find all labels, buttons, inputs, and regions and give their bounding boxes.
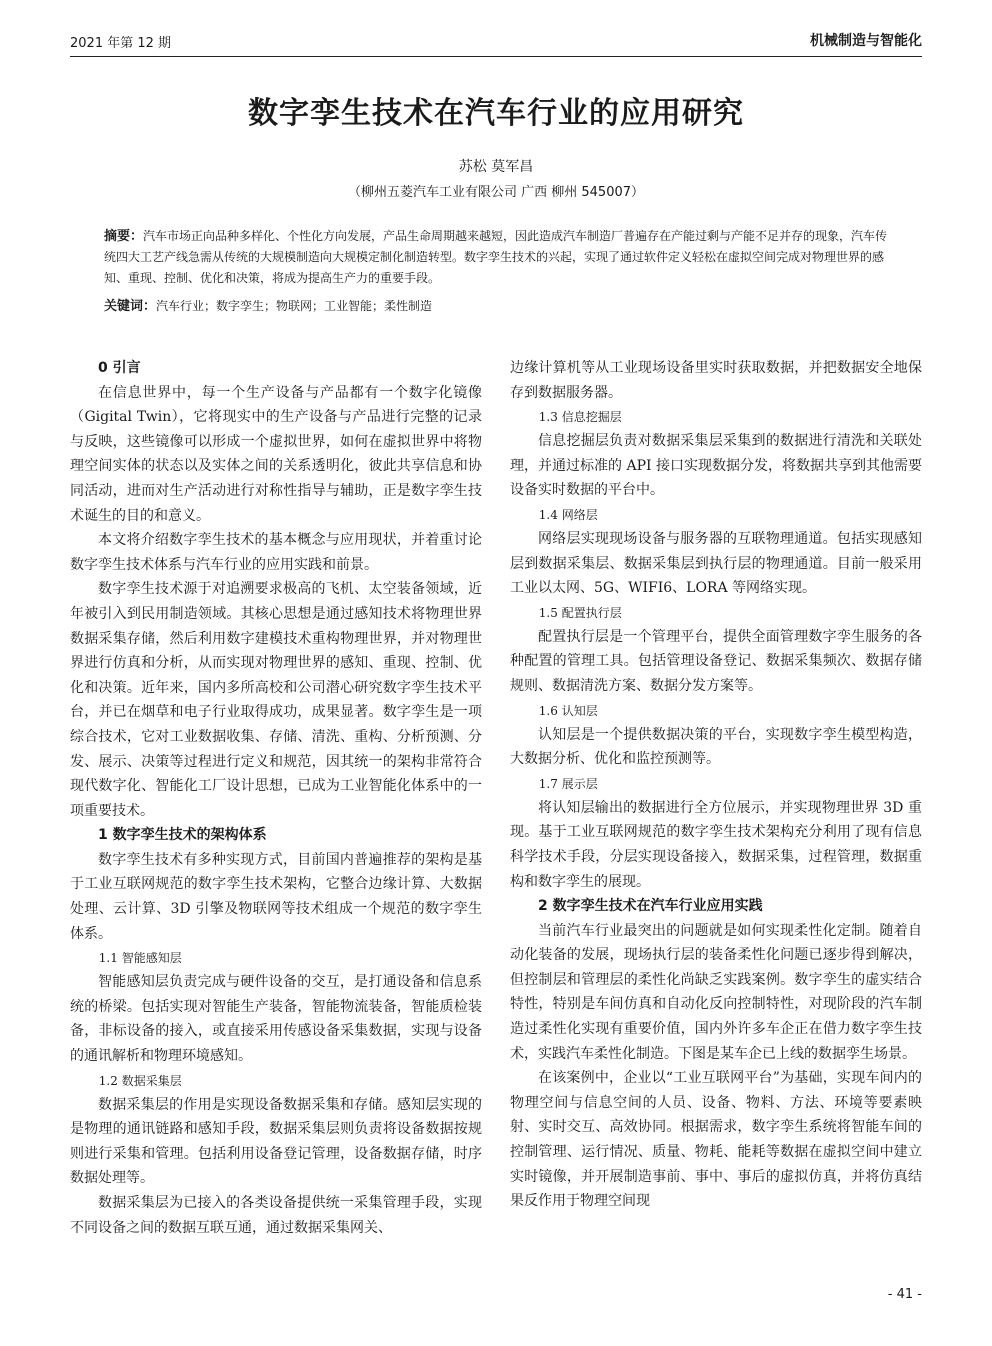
header-divider [70,56,922,57]
abstract-text: 汽车市场正向品种多样化、个性化方向发展，产品生命周期越来越短，因此造成汽车制造厂普遍存在产能过剩与产能不足并存的现象，汽车传统四大工艺产线急需从传统的大规模制造向大规模定制化制造转型。数字孪生技术的兴起，实现了通过软件定义轻松在虚拟空间完成对物理世界的感知、重现、控制、优化和决策，将成为提高生产力的重要手段。 [104,229,888,285]
keywords [104,296,888,317]
subsection-heading: 1.1 智能感知层 [98,951,182,966]
paragraph: 数据采集层的作用是实现设备数据采集和存储。感知层实现的是物理的通讯链路和感知手段，数据采集层则负责将设备数据按规则进行采集和管理。包括利用设备登记管理，设备数据存储，时序数据处理等。 [70,1096,482,1187]
paragraph-continued: 边缘计算机等从工业现场设备里实时获取数据，并把数据安全地保存到数据服务器。 [510,360,922,401]
left-column [70,356,482,1240]
subsection-heading: 1.5 配置执行层 [538,605,622,620]
paragraph: 本文将介绍数字孪生技术的基本概念与应用现状，并着重讨论数字孪生技术体系与汽车行业的应用实践和前景。 [70,532,482,573]
subsection-heading: 1.2 数据采集层 [98,1073,182,1088]
subsection-heading: 1.6 认知层 [538,703,598,718]
subsection-heading: 1.3 信息挖掘层 [538,410,622,425]
right-column [510,356,922,1214]
paragraph: 数字孪生技术源于对追溯要求极高的飞机、太空装备领域，近年被引入到民用制造领域。其核心思想是通过感知技术将物理世界数据采集存储，然后利用数字建模技术重构物理世界，并对物理世界进行仿真和分析，从而实现对物理世界的感知、重现、控制、优化和决策。近年来，国内多所高校和公司潜心研究数字孪生技术平台，并已在烟草和电子行业取得成功，成果显著。数字孪生是一项综合技术，它对工业数据收集、存储、清洗、重构、分析预测、分发、展示、决策等过程进行定义和规范，因其统一的架构非常符合现代数字化、智能化工厂设计思想，已成为工业智能化体系中的一项重要技术。 [70,581,482,819]
paragraph: 在信息世界中，每一个生产设备与产品都有一个数字化镜像（Gigital Twin），它将现实中的生产设备与产品进行完整的记录与反映，这些镜像可以形成一个虚拟世界，如何在虚拟世界中将物理空间实体的状态以及实体之间的关系透明化，彼此共享信息和协同活动，进而对生产活动进行对称性指导与辅助，正是数字孪生技术诞生的目的和意义。 [70,384,482,524]
section-heading: 0 引言 [98,360,141,376]
subsection-heading: 1.4 网络层 [538,507,598,522]
paragraph: 在该案例中，企业以“工业互联网平台”为基础，实现车间内的物理空间与信息空间的人员、设备、物料、方法、环境等要素映射、实时交互、高效协同。根据需求，数字孪生系统将智能车间的控制管理、运行情况、质量、物耗、能耗等数据在虚拟空间中建立实时镜像，并开展制造事前、事中、事后的虚拟仿真，并将仿真结果反作用于物理空间现 [510,1070,922,1210]
paragraph: 数据采集层为已接入的各类设备提供统一采集管理手段，实现不同设备之间的数据互联互通，通过数据采集网关、 [70,1195,482,1236]
paragraph: 当前汽车行业最突出的问题就是如何实现柔性化定制。随着自动化装备的发展，现场执行层的装备柔性化问题已逐步得到解决，但控制层和管理层的柔性化尚缺乏实践案例。数字孪生的虚实结合特性，特别是车间仿真和自动化反向控制特性，对现阶段的汽车制造过柔性化实现有重要价值，国内外许多车企正在借力数字孪生技术，实践汽车柔性化制造。下图是某车企已上线的数据孪生场景。 [510,922,922,1062]
abstract-label: 摘要： [104,229,144,244]
keywords-label: 关键词： [104,299,157,314]
paragraph: 信息挖掘层负责对数据采集层采集到的数据进行清洗和关联处理，并通过标准的 API 接口实现数据分发，将数据共享到其他需要设备实时数据的平台中。 [510,433,922,499]
keywords-text: 汽车行业；数字孪生；物联网；工业智能；柔性制造 [156,299,433,313]
subsection-heading: 1.7 展示层 [538,776,598,791]
issue-label: 2021 年第 12 期 [70,36,172,51]
section-heading: 1 数字孪生技术的架构体系 [98,827,267,844]
paragraph: 网络层实现现场设备与服务器的互联物理通道。包括实现感知层到数据采集层、数据采集层到执行层的物理通道。目前一般采用工业以太网、5G、WIFI6、LORA 等网络实现。 [510,530,922,597]
affiliation: （柳州五菱汽车工业有限公司 广西 柳州 545007） [347,185,645,200]
paragraph: 配置执行层是一个管理平台，提供全面管理数字孪生服务的各种配置的管理工具。包括管理设备登记、数据采集频次、数据存储规则、数据清洗方案、数据分发方案等。 [510,628,922,694]
page-number: - 41 - [887,1287,922,1302]
paragraph: 认知层是一个提供数据决策的平台，实现数字孪生模型构造，大数据分析、优化和监控预测等。 [510,726,922,768]
paragraph: 智能感知层负责完成与硬件设备的交互，是打通设备和信息系统的桥梁。包括实现对智能生产装备，智能物流装备，智能质检装备，非标设备的接入，或直接采用传感设备采集数据，实现与设备的通讯解析和物理环境感知。 [70,974,482,1065]
abstract [104,226,888,289]
section-heading: 2 数字孪生技术在汽车行业应用实践 [538,898,763,915]
journal-name: 机械制造与智能化 [810,33,922,49]
paper-title: 数字孪生技术在汽车行业的应用研究 [248,96,744,131]
authors: 苏松 莫军昌 [458,159,534,175]
paragraph: 数字孪生技术有多种实现方式，目前国内普遍推荐的架构是基于工业互联网规范的数字孪生技术架构，它整合边缘计算、大数据处理、云计算、3D 引擎及物联网等技术组成一个规范的数字孪生体系。 [70,851,482,942]
paragraph: 将认知层输出的数据进行全方位展示，并实现物理世界 3D 重现。基于工业互联网规范的数字孪生技术架构充分利用了现有信息科学技术手段，分层实现设备接入，数据采集，过程管理，数据重构和数字孪生的展现。 [510,799,922,890]
